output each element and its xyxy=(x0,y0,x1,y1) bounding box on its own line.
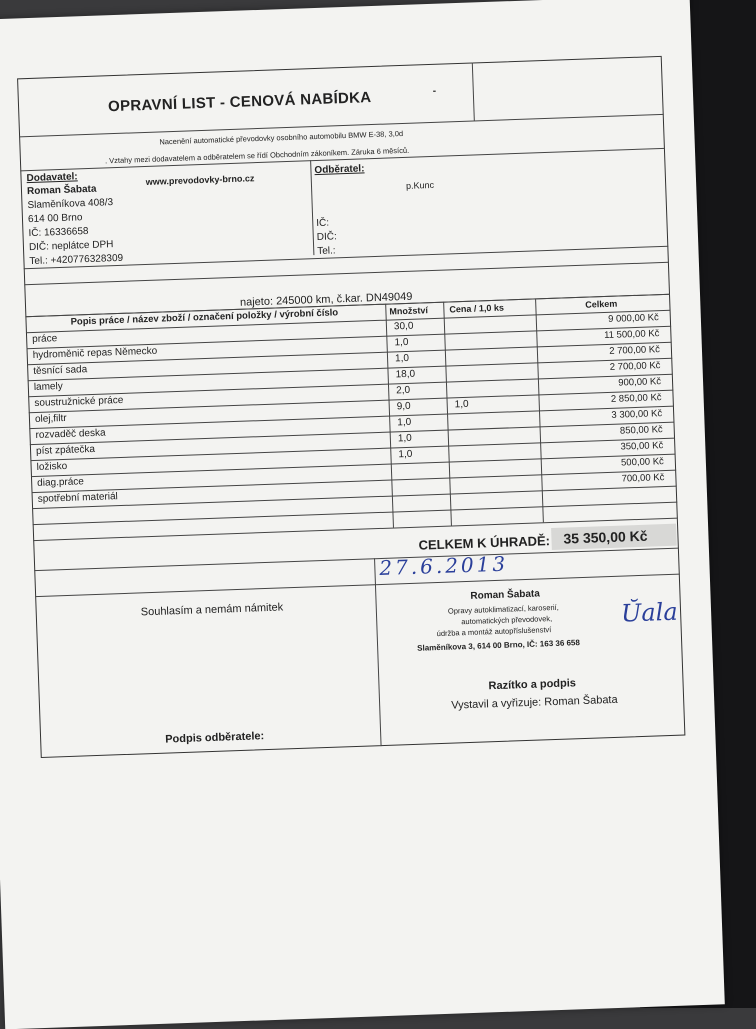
supplier-city: 614 00 Brno xyxy=(27,212,83,226)
table-row-desc: ložisko xyxy=(36,460,68,473)
table-row-desc: hydroměnič repas Německo xyxy=(32,345,158,362)
table-row-qty: 1,0 xyxy=(397,432,412,445)
table-row-qty: 1,0 xyxy=(394,352,410,365)
customer-name: p.Kunc xyxy=(405,179,435,191)
table-row-total: 500,00 Kč xyxy=(620,456,665,469)
customer-dic: DIČ: xyxy=(316,231,337,244)
stamp-line-4: Slaměníkova 3, 614 00 Brno, IČ: 163 36 658 xyxy=(417,638,581,653)
stamp-line-1: Opravy autoklimatizací, karoserií, xyxy=(447,602,559,616)
table-row-total: 700,00 Kč xyxy=(621,472,665,485)
repair-sheet-form xyxy=(17,56,685,758)
table-header-desc: Popis práce / název zboží / označení položky / výrobní číslo xyxy=(70,307,339,328)
table-row-qty: 18,0 xyxy=(395,368,416,381)
customer-sign-label: Podpis odběratele: xyxy=(165,730,265,746)
table-row-total: 900,00 Kč xyxy=(618,376,662,389)
stamp-line-2: automatických převodovek, xyxy=(461,614,553,627)
intro-line-2: . Vztahy mezi dodavatelem a odběratelem se řídí Obchodním zákoníkem. Záruka 6 měsíců. xyxy=(104,145,410,166)
table-row-desc: lamely xyxy=(33,380,63,393)
supplier-tel: Tel.: +420776328309 xyxy=(29,252,124,268)
intro-line-1: Nacenění automatické převodovky osobního automobilu BMW E-38, 3,0d xyxy=(159,128,404,147)
table-row-desc: soustružnické práce xyxy=(34,394,124,409)
table-row-desc: těsnící sada xyxy=(33,364,88,378)
customer-ic: IČ: xyxy=(316,217,330,230)
supplier-web: www.prevodovky-brno.cz xyxy=(145,173,255,187)
table-row-qty: 2,0 xyxy=(396,384,411,397)
table-row-desc: rozvaděč deska xyxy=(35,427,106,441)
stamp-sign-label: Razítko a podpis xyxy=(488,677,577,693)
handwritten-date: 27.6.2013 xyxy=(378,551,509,581)
table-row-total: 2 850,00 Kč xyxy=(610,392,662,405)
supplier-ic: IČ: 16336658 xyxy=(28,225,89,240)
customer-heading: Odběratel: xyxy=(314,163,365,177)
stamp-name: Roman Šabata xyxy=(470,588,541,602)
customer-tel: Tel.: xyxy=(317,245,336,258)
table-row-total: 2 700,00 Kč xyxy=(609,360,661,373)
supplier-street: Slaměníkova 408/3 xyxy=(27,197,114,212)
table-row-total: 350,00 Kč xyxy=(620,440,664,453)
supplier-heading: Dodavatel: xyxy=(26,171,78,185)
page-title: OPRAVNÍ LIST - CENOVÁ NABÍDKA xyxy=(107,89,372,116)
table-row-desc: diag.práce xyxy=(37,476,85,489)
table-row-qty: 1,0 xyxy=(397,416,412,429)
agree-text: Souhlasím a nemám námitek xyxy=(140,601,284,619)
title-mark: - xyxy=(432,85,437,97)
table-row-total: 9 000,00 Kč xyxy=(607,312,659,325)
table-row-desc: spotřební materiál xyxy=(37,491,118,505)
table-row-desc: práce xyxy=(31,333,58,346)
table-row-qty: 1,0 xyxy=(398,448,413,461)
table-row-total: 11 500,00 Kč xyxy=(603,328,660,342)
total-value: 35 350,00 Kč xyxy=(563,527,648,547)
stamp-line-3: údržba a montáž autopříslušenství xyxy=(436,625,552,639)
supplier-name: Roman Šabata xyxy=(26,183,97,198)
issued-by: Vystavil a vyřizuje: Roman Šabata xyxy=(451,693,618,712)
table-row-qty: 30,0 xyxy=(393,320,414,333)
total-label: CELKEM K ÚHRADĚ: xyxy=(418,533,551,553)
table-row-qty: 1,0 xyxy=(394,336,409,349)
table-row-desc: píst zpátečka xyxy=(35,443,96,457)
table-row-desc: olej,filtr xyxy=(34,412,67,425)
table-row-price: 1,0 xyxy=(454,398,469,411)
signature: Ŭala xyxy=(620,597,679,628)
supplier-dic: DIČ: neplátce DPH xyxy=(28,239,114,254)
vehicle-line: najeto: 245000 km, č.kar. DN49049 xyxy=(239,290,413,309)
table-row-total: 2 700,00 Kč xyxy=(609,344,661,357)
table-header-qty: Množství xyxy=(389,305,429,317)
table-header-price: Cena / 1,0 ks xyxy=(449,302,505,315)
table-row-total: 850,00 Kč xyxy=(619,424,663,437)
table-row-qty: 9,0 xyxy=(396,400,411,413)
table-row-total: 3 300,00 Kč xyxy=(611,408,663,421)
table-header-total: Celkem xyxy=(585,298,618,310)
